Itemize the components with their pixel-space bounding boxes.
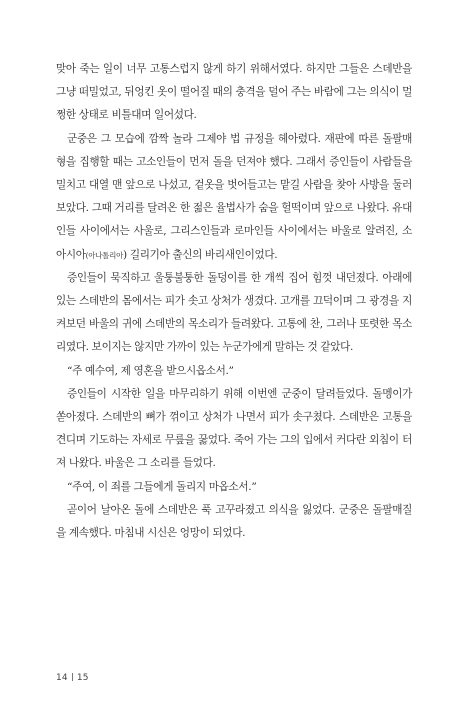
- page-numbers: [56, 673, 89, 683]
- paragraph-2-text: 군중은 그 모습에 깜짝 놀라 그제야 법 규정을 헤아렸다. 재판에 따른 돌팔매 형을 집행할 때는 고소인들이 먼저 돌을 던져야 했다. 그래서 증인들이 사람들을 밀치고 대열 맨 앞으로 나섰고, 겉옷을 벗어들고는 맡길 사람을 찾아 사방을 둘러보았다. 그때 거리를 달려온 한 젊은 율법사가 숨을 헐떡이며 앞으로 나왔다. 유대인들 사이에서는 사울로, 그리스인들과 로마인들 사이에서는 바울로 알려진, 소아시아: [56, 132, 412, 261]
- region-name-note: 아나톨리아: [88, 250, 124, 260]
- paragraph-2-small-note: (아나톨리아: [85, 250, 124, 260]
- paragraph-1: 맞아 죽는 일이 너무 고통스럽지 않게 하기 위해서였다. 하지만 그들은 스데반을 그냥 떠밀었고, 뒤엉킨 옷이 떨어질 때의 충격을 덜어 주는 바람에 그는 의식이 멀쩡한 상태로 비틀대며 일어섰다.: [56, 63, 412, 122]
- quote-2: “주여, 이 죄를 그들에게 돌리지 마옵소서.”: [67, 480, 257, 493]
- paragraph-2-tail: ) 길리기아 출신의 바리새인이었다.: [123, 248, 278, 261]
- page-number-right: 15: [76, 673, 89, 683]
- paragraph-5: 곧이어 날아온 돌에 스데반은 푹 고꾸라졌고 의식을 잃었다. 군중은 돌팔매질을 계속했다. 마침내 시신은 엉망이 되었다.: [56, 503, 412, 540]
- paragraph-3: 증인들이 묵직하고 울퉁불퉁한 돌덩이를 한 개씩 집어 힘껏 내던졌다. 아래에 있는 스데반의 몸에서는 피가 솟고 상처가 생겼다. 고개를 끄덕이며 그 광경을 지켜보던 바울의 귀에 스데반의 목소리가 들려왔다. 고통에 찬, 그러나 또렷한 목소리였다. 보이지는 않지만 가까이 있는 누군가에게 말하는 것 같았다.: [56, 271, 412, 354]
- paragraph-2: [56, 128, 412, 267]
- body-text: [56, 58, 412, 545]
- page-number-divider: [72, 673, 73, 681]
- page-number-left: 14: [56, 673, 68, 683]
- quote-1: “주 예수여, 제 영혼을 받으시옵소서.”: [67, 364, 234, 377]
- paragraph-4: 증인들이 시작한 일을 마무리하기 위해 이번엔 군중이 달려들었다. 돌멩이가 쏟아졌다. 스데반의 뼈가 꺾이고 상처가 나면서 피가 솟구쳤다. 스데반은 고통을 견디며 기도하는 자세로 무릎을 꿇었다. 죽어 가는 그의 입에서 커다란 외침이 터져 나왔다. 바울은 그 소리를 들었다.: [56, 387, 412, 470]
